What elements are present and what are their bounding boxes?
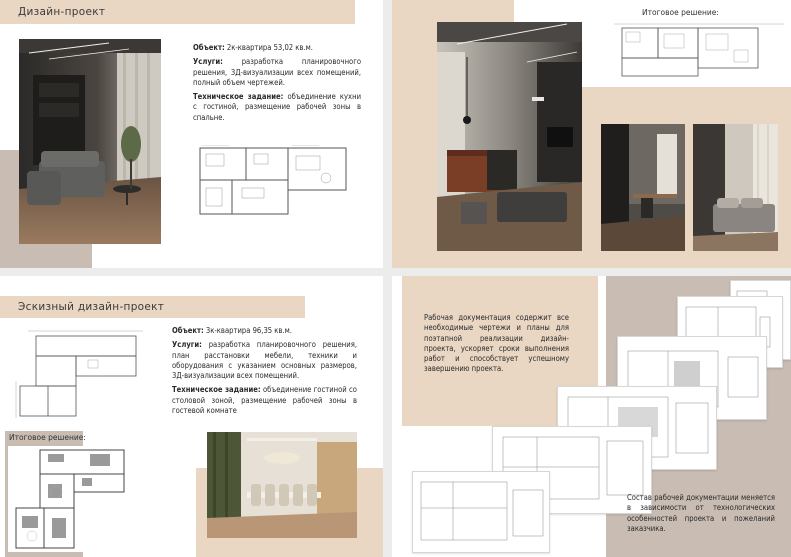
workspace-render	[601, 124, 685, 251]
task-value: объединение гостиной со столовой зоной, размещение рабочей зоны в гостевой комнате	[172, 385, 357, 416]
final-floor-plan	[8, 446, 128, 552]
object-label: Объект:	[172, 326, 204, 335]
services-label: Услуги:	[193, 57, 223, 67]
services-label: Услуги:	[172, 340, 202, 350]
initial-floor-plan	[8, 326, 150, 421]
sketch-project-panel	[0, 276, 383, 557]
svg-text:—————————: —————————	[202, 143, 229, 147]
object-label: Объект:	[193, 43, 225, 52]
working-docs-panel	[392, 276, 791, 557]
docs-description: Рабочая документация содержит все необходимые чертежи и планы для поэтапной реализации дизайн-проекта, ускоряет сроки выполнения работ и способствует успешному завершению проекта.	[424, 313, 569, 374]
task-label: Техническое задание:	[172, 385, 261, 395]
svg-text:—————————: —————————	[292, 143, 319, 147]
bedroom-render	[693, 124, 778, 251]
living-room-render	[19, 39, 161, 244]
project-description	[193, 43, 361, 127]
project-description	[172, 326, 357, 420]
dining-room-render	[207, 432, 357, 538]
task-value: объединение кухни с гостиной, размещение рабочей зоны в спальне.	[193, 92, 362, 122]
task-label: Техническое задание:	[193, 92, 284, 102]
object-value: 3к-квартира 96,35 кв.м.	[203, 326, 292, 335]
final-solution-label: Итоговое решение:	[9, 433, 86, 442]
final-solution-panel-1	[392, 0, 791, 268]
design-project-panel	[0, 0, 383, 268]
section-title: Дизайн-проект	[0, 0, 355, 24]
floor-plan	[192, 142, 354, 220]
kitchen-living-render	[437, 22, 582, 251]
docs-composition: Состав рабочей документации меняется в зависимости от технологических особенностей проекта и пожеланий заказчика.	[627, 493, 775, 533]
services-value: разработка планировочного решения, план расстановки мебели, техники и оборудования с указанием основных размеров, 3Д-визуализации всех помещений.	[172, 340, 357, 381]
section-title: Эскизный дизайн-проект	[0, 296, 305, 318]
final-solution-label: Итоговое решение:	[642, 8, 719, 17]
drawing-sheet	[412, 471, 550, 553]
object-value: 2к-квартира 53,02 кв.м.	[224, 43, 313, 52]
services-value: разработка планировочного решения, 3Д-визуализации всех помещений, полный объем чертежей.	[193, 57, 361, 87]
final-floor-plan	[614, 20, 784, 80]
